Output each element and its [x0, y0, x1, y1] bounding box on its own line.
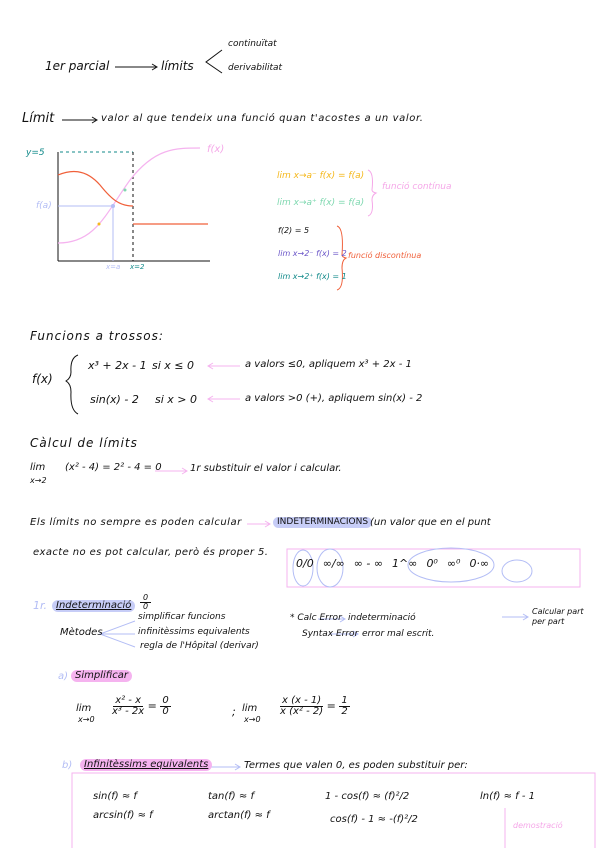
graph-x2-label: x=2 [130, 263, 145, 271]
calc-error: * Calc Error [290, 613, 342, 623]
num2: x (x - 1) [282, 695, 322, 706]
frac-num: 0 [140, 594, 151, 603]
equiv-arctan: arctan(f) ≈ f [208, 810, 270, 821]
equiv-arcsin: arcsin(f) ≈ f [93, 810, 153, 821]
calc-error-result: Calcular part per part [532, 607, 584, 626]
pink-curve [58, 148, 200, 243]
simplify-frac-1: $\frac{\text{x² - x}}{\text{x³ - 2x}}$ = $\frac{0}{0}$ [112, 695, 169, 717]
calc-expr: (x² - 4) = 2² - 4 = 0 [65, 462, 162, 473]
discontinuous-label: funció discontínua [348, 251, 422, 260]
indet-forms [296, 558, 489, 569]
brace-continua [368, 170, 376, 216]
simplify-label: a) [58, 671, 69, 682]
infinitesimals-label: b) [62, 760, 73, 771]
form-1-inf: 1^∞ [392, 557, 418, 570]
definition-text: valor al que tendeix una funció quan t'acostes a un valor. [101, 113, 424, 124]
piece-cond-1: si x ≤ 0 [152, 359, 195, 372]
den2: x (x² - 2) [280, 706, 324, 717]
equiv-ln: ln(f) ≈ f - 1 [480, 791, 536, 802]
simplify-frac-2: $\frac{x (x - 1)}{\text{x (x² - 2)}}$ = $\frac{1}{2}$ [280, 695, 348, 717]
graph-fa-label: f(a) [36, 201, 52, 211]
branch-arrows [206, 50, 222, 73]
piece-note-2: a valors >0 (+), apliquem sin(x) - 2 [245, 393, 423, 404]
graph-y-label: y=5 [26, 148, 45, 158]
form-inf-inf: ∞/∞ [322, 557, 345, 570]
piece-expr-2: sin(x) - 2 [90, 393, 139, 406]
method-2: infinitèssims equivalents [138, 627, 250, 637]
equiv-sin: sin(f) ≈ f [93, 791, 137, 802]
frac-den: 0 [143, 602, 149, 611]
piecewise-fx: f(x) [32, 372, 53, 386]
res2-num: 1 [341, 695, 348, 706]
equiv-tan: tan(f) ≈ f [208, 791, 254, 802]
syntax-error: Syntax Error [302, 629, 359, 639]
graph-xa-label: x=a [106, 263, 121, 271]
calc-title: Càlcul de límits [30, 436, 138, 450]
form-0-0: 0/0 [296, 557, 314, 570]
form-0-times-inf: 0·∞ [469, 557, 490, 570]
demo-link[interactable]: demostració [513, 821, 563, 830]
simplify-sep: ; [232, 705, 236, 718]
form-inf-minus-inf: ∞ - ∞ [353, 557, 384, 570]
res1-num: 0 [162, 695, 169, 706]
piece-note-1: a valors ≤0, apliquem x³ + 2x - 1 [245, 359, 412, 370]
calc-error-arrow-text: indeterminació [348, 613, 416, 623]
infinitesimals-description: Termes que valen 0, es poden substituir per: [244, 760, 468, 771]
section1-fraction [140, 594, 151, 611]
method-1: simplificar funcions [138, 612, 226, 622]
left-limit-a: lim x→a⁻ f(x) = f(a) [277, 171, 365, 181]
equiv-1-cos: 1 - cos(f) ≈ (f)²/2 [325, 791, 410, 802]
section1-number: 1r. [33, 599, 48, 612]
f2-value: f(2) = 5 [278, 226, 310, 235]
indet-line1-end: (un valor que en el punt [370, 517, 491, 528]
indet-line1: Els límits no sempre es poden calcular [30, 517, 242, 528]
brace-piecewise [66, 355, 78, 414]
simplify-sub-2: x→0 [244, 715, 261, 724]
simplify-sub-1: x→0 [78, 715, 95, 724]
right-limit-2: lim x→2⁺ f(x) = 1 [278, 272, 347, 281]
calc-lim: lim [30, 462, 46, 473]
right-limit-a: lim x→a⁺ f(x) = f(a) [277, 198, 365, 208]
continuous-label: funció contínua [382, 182, 452, 192]
section1-title: Indeterminació [52, 600, 135, 612]
calc-sub: x→2 [30, 476, 47, 485]
header-middle: límits [161, 59, 194, 73]
header-left: 1er parcial [45, 59, 110, 73]
form-0-0-power: 0⁰ [426, 557, 438, 570]
syntax-error-result: error mal escrit. [362, 629, 435, 639]
simplify-lim-1: lim [76, 703, 92, 714]
methods-label: Mètodes [60, 627, 103, 638]
graph-fx-label: f(x) [207, 144, 225, 155]
equiv-cos-1: cos(f) - 1 ≈ -(f)²/2 [330, 814, 418, 825]
piece-expr-1: x³ + 2x - 1 [88, 359, 147, 372]
calc-step: 1r substituir el valor i calcular. [190, 463, 342, 474]
piecewise-title: Funcions a trossos: [30, 329, 164, 343]
limit-graph [58, 148, 210, 261]
red-curve [58, 171, 133, 206]
piece-cond-2: si x > 0 [155, 393, 198, 406]
res2-den: 2 [341, 706, 348, 717]
den1: x³ - 2x [112, 706, 145, 717]
header-branch-1: continuïtat [228, 39, 277, 49]
indet-line2: exacte no es pot calcular, però és proper 5. [33, 547, 269, 558]
num1: x² - x [115, 695, 141, 706]
definition-term: Límit [22, 111, 55, 126]
header-branch-2: derivabilitat [228, 63, 283, 73]
simplify-title: Simplificar [71, 670, 132, 682]
simplify-lim-2: lim [242, 703, 258, 714]
indet-keyword: INDETERMINACIONS [273, 517, 372, 528]
infinitesimals-title: Infinitèssims equivalents [80, 759, 212, 771]
left-limit-2: lim x→2⁻ f(x) = 2 [278, 249, 347, 258]
res1-den: 0 [162, 706, 169, 717]
form-inf-0: ∞⁰ [446, 557, 461, 570]
method-3: regla de l'Hôpital (derivar) [140, 641, 259, 651]
